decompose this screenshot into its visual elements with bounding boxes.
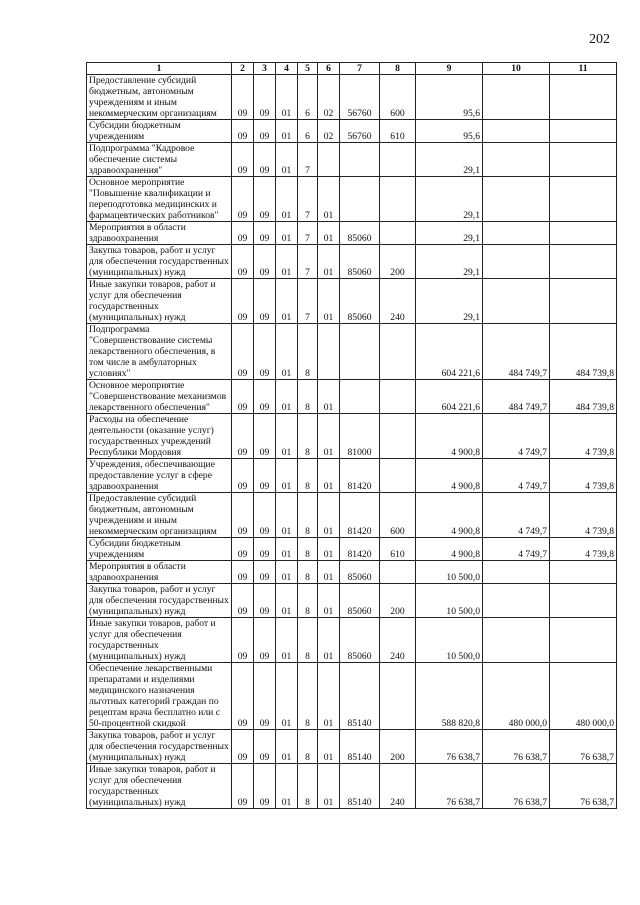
code-cell bbox=[318, 143, 340, 177]
amount-cell bbox=[550, 584, 617, 618]
code-cell: 09 bbox=[254, 380, 276, 414]
code-cell: 09 bbox=[254, 120, 276, 143]
code-cell: 09 bbox=[232, 75, 254, 120]
amount-cell: 480 000,0 bbox=[550, 663, 617, 730]
code-cell bbox=[380, 663, 416, 730]
code-cell: 610 bbox=[380, 538, 416, 561]
code-cell: 09 bbox=[232, 459, 254, 493]
amount-cell bbox=[550, 75, 617, 120]
header-cell: 9 bbox=[416, 63, 483, 75]
code-cell: 01 bbox=[318, 459, 340, 493]
code-cell: 09 bbox=[232, 663, 254, 730]
code-cell: 01 bbox=[276, 459, 298, 493]
amount-cell: 588 820,8 bbox=[416, 663, 483, 730]
row-name-cell: Предоставление субсидий бюджетным, автономным учреждениям и иным некоммерческим организациям bbox=[87, 493, 232, 538]
table-header-row bbox=[87, 63, 617, 75]
code-cell bbox=[340, 177, 380, 222]
amount-cell: 95,6 bbox=[416, 75, 483, 120]
code-cell bbox=[380, 561, 416, 584]
amount-cell: 29,1 bbox=[416, 143, 483, 177]
code-cell: 8 bbox=[298, 561, 318, 584]
code-cell: 01 bbox=[318, 245, 340, 279]
amount-cell: 95,6 bbox=[416, 120, 483, 143]
amount-cell: 4 739,8 bbox=[550, 459, 617, 493]
code-cell: 09 bbox=[254, 177, 276, 222]
code-cell: 85140 bbox=[340, 730, 380, 764]
row-name-cell: Предоставление субсидий бюджетным, автономным учреждениям и иным некоммерческим организациям bbox=[87, 75, 232, 120]
amount-cell: 76 638,7 bbox=[416, 764, 483, 809]
amount-cell: 484 749,7 bbox=[483, 380, 550, 414]
code-cell bbox=[340, 380, 380, 414]
code-cell: 09 bbox=[232, 380, 254, 414]
code-cell: 56760 bbox=[340, 120, 380, 143]
code-cell: 81420 bbox=[340, 538, 380, 561]
row-name-cell: Закупка товаров, работ и услуг для обеспечения государственных (муниципальных) нужд bbox=[87, 730, 232, 764]
amount-cell: 10 500,0 bbox=[416, 561, 483, 584]
amount-cell bbox=[483, 120, 550, 143]
code-cell: 09 bbox=[254, 538, 276, 561]
code-cell: 85060 bbox=[340, 279, 380, 324]
amount-cell: 76 638,7 bbox=[416, 730, 483, 764]
table-body bbox=[87, 75, 617, 809]
code-cell: 6 bbox=[298, 120, 318, 143]
code-cell: 09 bbox=[254, 561, 276, 584]
code-cell bbox=[380, 143, 416, 177]
code-cell: 01 bbox=[276, 584, 298, 618]
code-cell: 01 bbox=[276, 493, 298, 538]
code-cell: 200 bbox=[380, 245, 416, 279]
amount-cell bbox=[550, 561, 617, 584]
amount-cell: 4 900,8 bbox=[416, 414, 483, 459]
code-cell bbox=[380, 414, 416, 459]
code-cell: 01 bbox=[276, 222, 298, 245]
table-row bbox=[87, 538, 617, 561]
code-cell: 01 bbox=[276, 730, 298, 764]
table-row bbox=[87, 177, 617, 222]
amount-cell: 29,1 bbox=[416, 177, 483, 222]
amount-cell bbox=[483, 245, 550, 279]
amount-cell: 480 000,0 bbox=[483, 663, 550, 730]
header-cell: 11 bbox=[550, 63, 617, 75]
amount-cell: 76 638,7 bbox=[483, 730, 550, 764]
amount-cell: 29,1 bbox=[416, 222, 483, 245]
amount-cell bbox=[483, 561, 550, 584]
amount-cell: 604 221,6 bbox=[416, 380, 483, 414]
code-cell: 09 bbox=[232, 120, 254, 143]
amount-cell bbox=[550, 245, 617, 279]
header-cell: 6 bbox=[318, 63, 340, 75]
code-cell: 01 bbox=[276, 618, 298, 663]
code-cell: 8 bbox=[298, 663, 318, 730]
code-cell: 01 bbox=[276, 143, 298, 177]
code-cell: 01 bbox=[276, 120, 298, 143]
code-cell: 09 bbox=[254, 584, 276, 618]
code-cell: 85060 bbox=[340, 561, 380, 584]
amount-cell: 4 739,8 bbox=[550, 538, 617, 561]
table-row bbox=[87, 459, 617, 493]
row-name-cell: Иные закупки товаров, работ и услуг для обеспечения государственных (муниципальных) нужд bbox=[87, 618, 232, 663]
row-name-cell: Закупка товаров, работ и услуг для обеспечения государственных (муниципальных) нужд bbox=[87, 584, 232, 618]
code-cell: 09 bbox=[254, 75, 276, 120]
code-cell: 7 bbox=[298, 279, 318, 324]
code-cell: 09 bbox=[254, 764, 276, 809]
amount-cell: 4 749,7 bbox=[483, 538, 550, 561]
code-cell: 01 bbox=[276, 324, 298, 380]
code-cell: 09 bbox=[232, 618, 254, 663]
code-cell: 01 bbox=[318, 222, 340, 245]
table-row bbox=[87, 561, 617, 584]
amount-cell: 76 638,7 bbox=[483, 764, 550, 809]
amount-cell: 4 900,8 bbox=[416, 493, 483, 538]
table-row bbox=[87, 764, 617, 809]
code-cell: 09 bbox=[254, 493, 276, 538]
code-cell: 8 bbox=[298, 493, 318, 538]
row-name-cell: Иные закупки товаров, работ и услуг для обеспечения государственных (муниципальных) нужд bbox=[87, 764, 232, 809]
code-cell: 8 bbox=[298, 324, 318, 380]
code-cell: 01 bbox=[276, 245, 298, 279]
amount-cell bbox=[483, 584, 550, 618]
code-cell: 81420 bbox=[340, 459, 380, 493]
table-row bbox=[87, 618, 617, 663]
code-cell: 09 bbox=[232, 730, 254, 764]
code-cell: 600 bbox=[380, 493, 416, 538]
row-name-cell: Обеспечение лекарственными препаратами и изделиями медицинского назначения льготных категорий граждан по рецептам врача бесплатно или с 50-процентной скидкой bbox=[87, 663, 232, 730]
header-cell: 1 bbox=[87, 63, 232, 75]
header-cell: 7 bbox=[340, 63, 380, 75]
code-cell: 200 bbox=[380, 730, 416, 764]
row-name-cell: Закупка товаров, работ и услуг для обеспечения государственных (муниципальных) нужд bbox=[87, 245, 232, 279]
code-cell: 56760 bbox=[340, 75, 380, 120]
code-cell: 01 bbox=[276, 177, 298, 222]
amount-cell bbox=[483, 143, 550, 177]
code-cell: 01 bbox=[318, 730, 340, 764]
table-row bbox=[87, 324, 617, 380]
amount-cell bbox=[550, 177, 617, 222]
code-cell: 09 bbox=[254, 143, 276, 177]
table-row bbox=[87, 414, 617, 459]
code-cell: 01 bbox=[276, 279, 298, 324]
code-cell: 09 bbox=[232, 764, 254, 809]
row-name-cell: Мероприятия в области здравоохранения bbox=[87, 561, 232, 584]
code-cell: 85060 bbox=[340, 222, 380, 245]
code-cell: 09 bbox=[254, 324, 276, 380]
code-cell: 240 bbox=[380, 618, 416, 663]
code-cell: 09 bbox=[254, 222, 276, 245]
table-row bbox=[87, 222, 617, 245]
code-cell: 01 bbox=[276, 75, 298, 120]
code-cell: 01 bbox=[318, 177, 340, 222]
code-cell: 85060 bbox=[340, 618, 380, 663]
header-cell: 3 bbox=[254, 63, 276, 75]
amount-cell: 4 749,7 bbox=[483, 493, 550, 538]
code-cell: 09 bbox=[232, 561, 254, 584]
code-cell: 6 bbox=[298, 75, 318, 120]
amount-cell: 4 739,8 bbox=[550, 493, 617, 538]
amount-cell: 4 739,8 bbox=[550, 414, 617, 459]
code-cell: 81420 bbox=[340, 493, 380, 538]
code-cell: 200 bbox=[380, 584, 416, 618]
code-cell: 7 bbox=[298, 177, 318, 222]
code-cell: 8 bbox=[298, 538, 318, 561]
code-cell: 8 bbox=[298, 459, 318, 493]
code-cell: 8 bbox=[298, 380, 318, 414]
code-cell: 7 bbox=[298, 143, 318, 177]
budget-table bbox=[86, 62, 617, 809]
table-row bbox=[87, 75, 617, 120]
code-cell: 01 bbox=[318, 380, 340, 414]
code-cell: 240 bbox=[380, 279, 416, 324]
code-cell: 85060 bbox=[340, 584, 380, 618]
amount-cell: 10 500,0 bbox=[416, 618, 483, 663]
code-cell: 09 bbox=[254, 279, 276, 324]
row-name-cell: Подпрограмма "Кадровое обеспечение системы здравоохранения" bbox=[87, 143, 232, 177]
table-row bbox=[87, 493, 617, 538]
code-cell: 8 bbox=[298, 584, 318, 618]
table-row bbox=[87, 730, 617, 764]
amount-cell bbox=[483, 222, 550, 245]
row-name-cell: Учреждения, обеспечивающие предоставление услуг в сфере здравоохранения bbox=[87, 459, 232, 493]
code-cell: 09 bbox=[232, 493, 254, 538]
row-name-cell: Субсидии бюджетным учреждениям bbox=[87, 120, 232, 143]
code-cell: 01 bbox=[276, 764, 298, 809]
page-number: 202 bbox=[589, 32, 610, 47]
row-name-cell: Основное мероприятие "Повышение квалификации и переподготовка медицинских и фармацевтических работников" bbox=[87, 177, 232, 222]
table-row bbox=[87, 380, 617, 414]
amount-cell: 484 749,7 bbox=[483, 324, 550, 380]
code-cell: 01 bbox=[318, 584, 340, 618]
header-cell: 4 bbox=[276, 63, 298, 75]
amount-cell bbox=[550, 222, 617, 245]
row-name-cell: Мероприятия в области здравоохранения bbox=[87, 222, 232, 245]
code-cell bbox=[380, 380, 416, 414]
code-cell: 09 bbox=[254, 459, 276, 493]
code-cell: 8 bbox=[298, 618, 318, 663]
amount-cell bbox=[550, 618, 617, 663]
amount-cell: 4 749,7 bbox=[483, 459, 550, 493]
amount-cell: 29,1 bbox=[416, 279, 483, 324]
code-cell: 09 bbox=[232, 177, 254, 222]
amount-cell: 4 749,7 bbox=[483, 414, 550, 459]
code-cell: 09 bbox=[232, 143, 254, 177]
code-cell: 09 bbox=[232, 538, 254, 561]
header-cell: 5 bbox=[298, 63, 318, 75]
code-cell: 09 bbox=[232, 584, 254, 618]
code-cell: 01 bbox=[318, 764, 340, 809]
code-cell: 8 bbox=[298, 730, 318, 764]
code-cell: 01 bbox=[318, 493, 340, 538]
code-cell: 09 bbox=[232, 222, 254, 245]
amount-cell bbox=[550, 143, 617, 177]
amount-cell bbox=[483, 177, 550, 222]
amount-cell: 76 638,7 bbox=[550, 730, 617, 764]
code-cell bbox=[380, 177, 416, 222]
table-row bbox=[87, 663, 617, 730]
code-cell: 81000 bbox=[340, 414, 380, 459]
code-cell: 01 bbox=[318, 561, 340, 584]
code-cell: 09 bbox=[232, 324, 254, 380]
code-cell bbox=[340, 143, 380, 177]
amount-cell: 4 900,8 bbox=[416, 459, 483, 493]
row-name-cell: Расходы на обеспечение деятельности (оказание услуг) государственных учреждений Республики Мордовия bbox=[87, 414, 232, 459]
header-cell: 8 bbox=[380, 63, 416, 75]
code-cell: 7 bbox=[298, 222, 318, 245]
amount-cell: 4 900,8 bbox=[416, 538, 483, 561]
table-row bbox=[87, 584, 617, 618]
code-cell: 01 bbox=[276, 380, 298, 414]
code-cell: 8 bbox=[298, 764, 318, 809]
code-cell: 09 bbox=[232, 279, 254, 324]
code-cell: 8 bbox=[298, 414, 318, 459]
code-cell: 01 bbox=[318, 618, 340, 663]
amount-cell: 10 500,0 bbox=[416, 584, 483, 618]
row-name-cell: Подпрограмма "Совершенствование системы лекарственного обеспечения, в том числе в амбулаторных условиях" bbox=[87, 324, 232, 380]
code-cell bbox=[380, 222, 416, 245]
code-cell: 09 bbox=[232, 414, 254, 459]
code-cell: 09 bbox=[254, 618, 276, 663]
amount-cell bbox=[483, 618, 550, 663]
row-name-cell: Субсидии бюджетным учреждениям bbox=[87, 538, 232, 561]
table-row bbox=[87, 245, 617, 279]
code-cell: 09 bbox=[232, 245, 254, 279]
row-name-cell: Иные закупки товаров, работ и услуг для обеспечения государственных (муниципальных) нужд bbox=[87, 279, 232, 324]
amount-cell bbox=[550, 120, 617, 143]
code-cell: 01 bbox=[318, 663, 340, 730]
code-cell: 240 bbox=[380, 764, 416, 809]
code-cell: 01 bbox=[276, 538, 298, 561]
code-cell: 01 bbox=[318, 414, 340, 459]
code-cell bbox=[380, 459, 416, 493]
code-cell: 01 bbox=[318, 279, 340, 324]
code-cell bbox=[340, 324, 380, 380]
amount-cell bbox=[550, 279, 617, 324]
amount-cell bbox=[483, 279, 550, 324]
header-cell: 2 bbox=[232, 63, 254, 75]
code-cell: 09 bbox=[254, 730, 276, 764]
amount-cell: 484 739,8 bbox=[550, 380, 617, 414]
code-cell bbox=[380, 324, 416, 380]
amount-cell: 484 739,8 bbox=[550, 324, 617, 380]
table-row bbox=[87, 120, 617, 143]
amount-cell: 76 638,7 bbox=[550, 764, 617, 809]
table-row bbox=[87, 279, 617, 324]
code-cell: 09 bbox=[254, 414, 276, 459]
amount-cell bbox=[483, 75, 550, 120]
code-cell: 02 bbox=[318, 75, 340, 120]
table-row bbox=[87, 143, 617, 177]
code-cell: 01 bbox=[318, 538, 340, 561]
row-name-cell: Основное мероприятие "Совершенствование механизмов лекарственного обеспечения" bbox=[87, 380, 232, 414]
code-cell: 7 bbox=[298, 245, 318, 279]
code-cell: 01 bbox=[276, 663, 298, 730]
code-cell: 09 bbox=[254, 245, 276, 279]
amount-cell: 604 221,6 bbox=[416, 324, 483, 380]
code-cell: 85140 bbox=[340, 764, 380, 809]
amount-cell: 29,1 bbox=[416, 245, 483, 279]
code-cell: 85060 bbox=[340, 245, 380, 279]
code-cell: 02 bbox=[318, 120, 340, 143]
header-cell: 10 bbox=[483, 63, 550, 75]
code-cell: 610 bbox=[380, 120, 416, 143]
code-cell bbox=[318, 324, 340, 380]
code-cell: 85140 bbox=[340, 663, 380, 730]
code-cell: 01 bbox=[276, 414, 298, 459]
code-cell: 600 bbox=[380, 75, 416, 120]
code-cell: 01 bbox=[276, 561, 298, 584]
code-cell: 09 bbox=[254, 663, 276, 730]
